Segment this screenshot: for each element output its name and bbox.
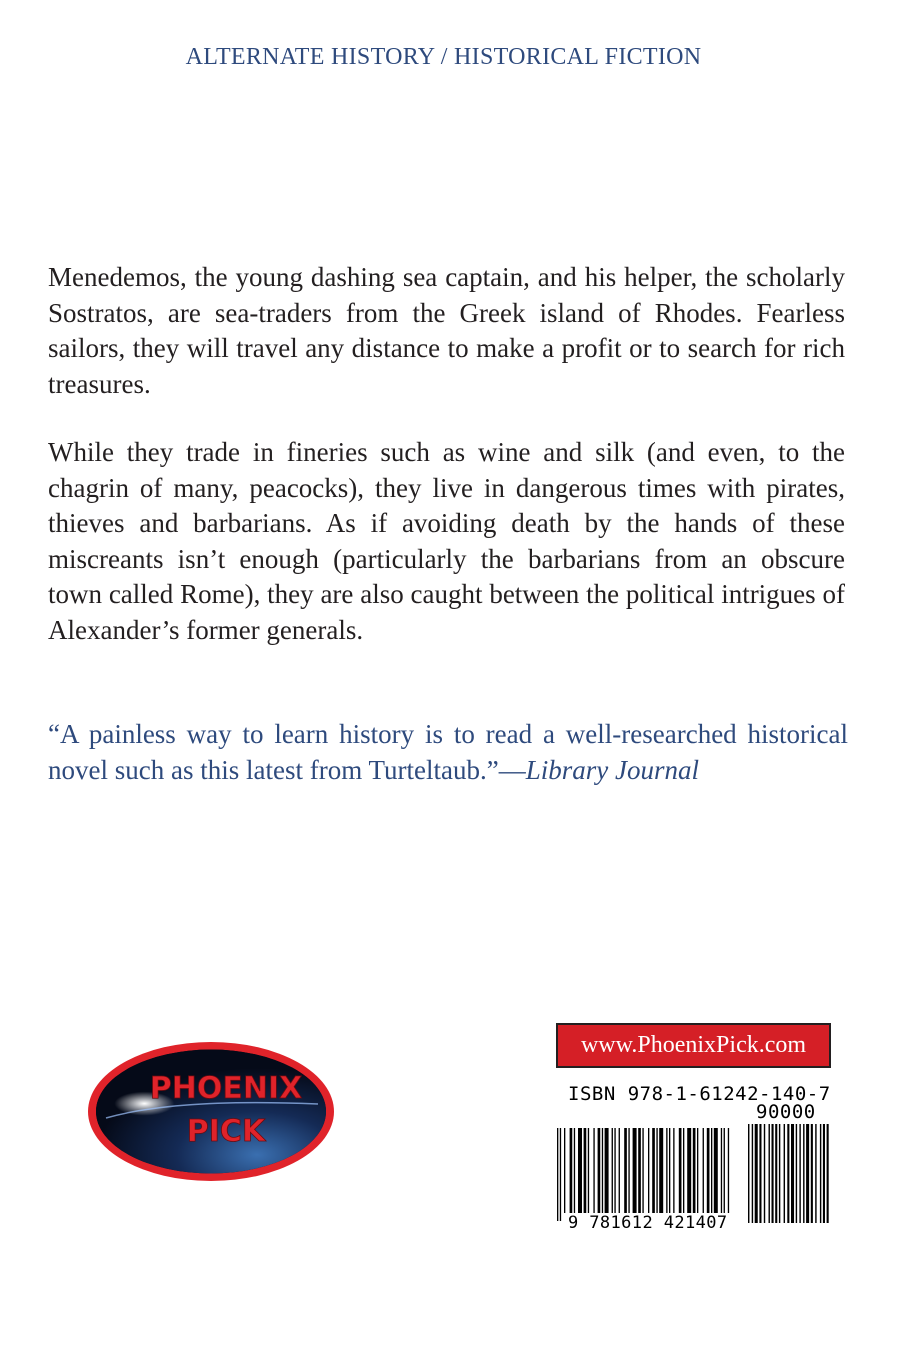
logo-text-phoenix: PHOENIX xyxy=(149,1071,303,1106)
price-addon-barcode xyxy=(748,1124,830,1231)
publisher-url[interactable]: www.PhoenixPick.com xyxy=(556,1023,831,1068)
quote-text: “A painless way to learn history is to read a well-researched historical novel such as this latest from Turteltaub.”— xyxy=(48,719,848,785)
quote-source: Library Journal xyxy=(525,754,699,785)
blurb-paragraph-2: While they trade in fineries such as wine and silk (and even, to the chagrin of many, peacocks), they live in dangerous times with pirates, thieves and barbarians. As if avoiding death by the hands of these miscreants isn’t enough (particularly the barbarians from an obscure town called Rome), they are also caught between the political intrigues of Alexander’s former generals. xyxy=(48,437,845,645)
barcode-addon-price: 90000 xyxy=(756,1101,816,1123)
logo-text-pick: PICK xyxy=(186,1114,266,1149)
barcode-digits: 9 781612 421407 xyxy=(568,1213,732,1233)
blurb-paragraph-1: Menedemos, the young dashing sea captain, and his helper, the scholarly Sostratos, are sea-traders from the Greek island of Rhodes. Fearless sailors, they will travel any distance to make a profit or to search for rich treasures. xyxy=(48,262,845,399)
review-quote xyxy=(48,717,848,788)
isbn-barcode xyxy=(557,1128,730,1221)
isbn-label: ISBN 978-1-61242-140-7 xyxy=(568,1083,831,1105)
phoenix-pick-logo xyxy=(86,1040,336,1183)
genre-heading: ALTERNATE HISTORY / HISTORICAL FICTION xyxy=(185,44,702,70)
